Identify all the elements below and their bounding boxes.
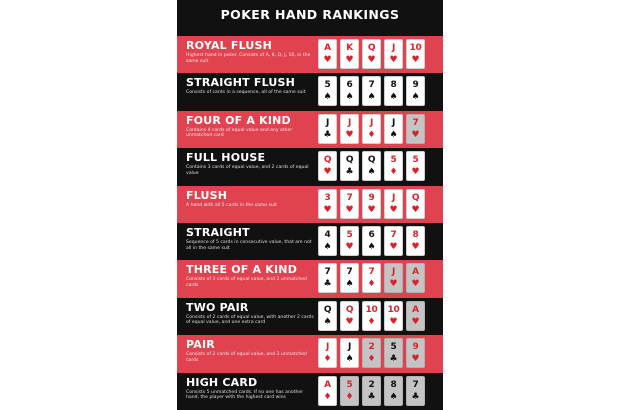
card-rank: A: [324, 379, 331, 390]
card-rank: 8: [390, 80, 397, 91]
heart-suit-icon: ♥: [323, 55, 332, 65]
card-rank: 10: [387, 304, 400, 315]
heart-suit-icon: ♥: [323, 204, 332, 215]
card-rank: 2: [368, 379, 375, 390]
card-group: [318, 338, 425, 369]
card-group: [318, 189, 425, 220]
playing-card: [318, 189, 337, 219]
playing-card: [384, 151, 403, 181]
card-rank: J: [369, 117, 374, 128]
playing-card: [340, 263, 359, 293]
hand-text: [186, 115, 316, 139]
playing-card: [384, 114, 403, 144]
card-rank: 5: [324, 80, 331, 91]
card-rank: A: [324, 43, 331, 53]
hand-text: [186, 77, 316, 96]
hand-text: [186, 264, 316, 288]
hand-row-royal-flush: [177, 36, 443, 73]
hand-name: STRAIGHT: [186, 225, 250, 239]
card-rank: 7: [412, 117, 419, 128]
playing-card: [340, 338, 359, 368]
card-rank: 9: [412, 80, 419, 91]
playing-card: [362, 301, 381, 331]
card-rank: A: [412, 304, 419, 315]
playing-card: [318, 301, 337, 331]
card-rank: Q: [323, 155, 332, 166]
card-rank: 7: [368, 267, 375, 278]
playing-card: [318, 114, 337, 144]
heart-suit-icon: ♥: [411, 204, 420, 215]
spade-suit-icon: ♠: [323, 316, 332, 327]
heart-suit-icon: ♥: [367, 204, 376, 215]
spade-suit-icon: ♠: [345, 92, 354, 103]
playing-card: [384, 39, 403, 69]
hand-text: [186, 152, 316, 176]
card-rank: 7: [346, 267, 353, 278]
card-rank: A: [412, 267, 419, 278]
hand-description: Contains 3 cards of equal value, and 2 cards of equal value: [186, 165, 309, 176]
spade-suit-icon: ♠: [367, 92, 376, 103]
playing-card: [340, 39, 359, 69]
heart-suit-icon: ♥: [345, 129, 354, 140]
card-rank: 5: [390, 155, 397, 166]
card-rank: J: [391, 117, 396, 128]
card-rank: 9: [412, 342, 419, 353]
spade-suit-icon: ♠: [345, 354, 354, 365]
card-rank: 8: [390, 379, 397, 390]
hand-row-three-of-a-kind: [177, 260, 443, 297]
card-rank: 10: [365, 304, 378, 315]
playing-card: [318, 226, 337, 256]
heart-suit-icon: ♥: [411, 354, 420, 365]
playing-card: [340, 76, 359, 106]
heart-suit-icon: ♥: [389, 279, 398, 290]
hand-text: [186, 40, 316, 64]
playing-card: [362, 226, 381, 256]
hand-name: PAIR: [186, 338, 215, 352]
playing-card: [406, 114, 425, 144]
heart-suit-icon: ♥: [367, 55, 376, 65]
hand-name: FOUR OF A KIND: [186, 113, 291, 127]
heart-suit-icon: ♥: [411, 241, 420, 252]
playing-card: [384, 76, 403, 106]
heart-suit-icon: ♥: [345, 316, 354, 327]
playing-card: [318, 151, 337, 181]
heart-suit-icon: ♥: [389, 316, 398, 327]
playing-card: [318, 338, 337, 368]
playing-card: [340, 151, 359, 181]
diamond-suit-icon: ♦: [389, 167, 398, 178]
playing-card: [340, 226, 359, 256]
card-group: [318, 226, 425, 257]
hand-name: THREE OF A KIND: [186, 263, 298, 277]
hand-name: ROYAL FLUSH: [186, 39, 273, 52]
card-rank: 7: [390, 229, 397, 240]
hand-text: [186, 377, 316, 401]
playing-card: [318, 76, 337, 106]
card-rank: Q: [345, 304, 354, 315]
card-rank: Q: [345, 155, 354, 166]
playing-card: [362, 263, 381, 293]
card-group: [318, 376, 425, 407]
playing-card: [340, 189, 359, 219]
hand-description: Consists of 3 cards of equal value, and 2 unmatched cards: [186, 277, 307, 288]
heart-suit-icon: ♥: [323, 167, 332, 178]
poker-rankings-poster: [177, 0, 443, 410]
hand-text: [186, 302, 316, 326]
spade-suit-icon: ♠: [323, 92, 332, 103]
club-suit-icon: ♣: [411, 391, 420, 402]
spade-suit-icon: ♠: [367, 167, 376, 178]
card-rank: 5: [346, 229, 353, 240]
card-rank: J: [347, 342, 352, 353]
card-rank: Q: [411, 192, 420, 203]
heart-suit-icon: ♥: [345, 55, 354, 65]
playing-card: [340, 376, 359, 406]
hand-description: Consists of 2 cards of equal value, with another 2 cards of equal value, and one extra card: [186, 314, 314, 326]
heart-suit-icon: ♥: [345, 241, 354, 252]
playing-card: [406, 226, 425, 256]
card-rank: J: [391, 267, 396, 278]
diamond-suit-icon: ♦: [367, 354, 376, 365]
card-rank: 2: [368, 342, 375, 353]
card-rank: 7: [412, 379, 419, 390]
playing-card: [406, 301, 425, 331]
hand-text: [186, 227, 316, 251]
playing-card: [406, 376, 425, 406]
heart-suit-icon: ♥: [389, 55, 398, 65]
spade-suit-icon: ♠: [345, 279, 354, 290]
playing-card: [362, 114, 381, 144]
heart-suit-icon: ♥: [411, 316, 420, 327]
hand-description: Consists of 2 cards of equal value, and 3 unmatched cards: [186, 352, 307, 363]
hand-description: A hand with all 5 cards in the same suit: [186, 202, 277, 208]
card-rank: 6: [346, 80, 353, 91]
playing-card: [384, 338, 403, 368]
diamond-suit-icon: ♦: [367, 129, 376, 140]
hand-name: FLUSH: [186, 188, 228, 202]
card-group: [318, 114, 425, 145]
playing-card: [362, 338, 381, 368]
club-suit-icon: ♣: [389, 354, 398, 365]
card-group: [318, 39, 425, 70]
card-rank: 7: [346, 192, 353, 203]
spade-suit-icon: ♠: [389, 92, 398, 103]
playing-card: [340, 114, 359, 144]
hand-description: Highest hand in poker. Consists of A, K, Q, J, 10, in the same suit: [186, 53, 311, 64]
spade-suit-icon: ♠: [411, 92, 420, 103]
card-rank: 7: [324, 267, 331, 278]
card-rank: 10: [409, 43, 422, 53]
heart-suit-icon: ♥: [411, 167, 420, 178]
playing-card: [384, 376, 403, 406]
card-rank: 7: [368, 80, 375, 91]
card-rank: K: [346, 43, 353, 53]
card-rank: J: [325, 342, 330, 353]
club-suit-icon: ♣: [323, 129, 332, 140]
hand-row-high-card: [177, 373, 443, 410]
card-group: [318, 301, 425, 332]
hand-row-straight: [177, 223, 443, 260]
playing-card: [362, 76, 381, 106]
playing-card: [384, 189, 403, 219]
diamond-suit-icon: ♦: [345, 391, 354, 402]
hand-row-pair: [177, 335, 443, 372]
playing-card: [406, 151, 425, 181]
spade-suit-icon: ♠: [367, 241, 376, 252]
diamond-suit-icon: ♦: [367, 316, 376, 327]
playing-card: [362, 39, 381, 69]
club-suit-icon: ♣: [345, 167, 354, 178]
playing-card: [406, 189, 425, 219]
hand-rankings-list: [177, 36, 443, 410]
card-rank: J: [347, 117, 352, 128]
playing-card: [384, 301, 403, 331]
spade-suit-icon: ♠: [323, 241, 332, 252]
card-rank: Q: [323, 304, 332, 315]
playing-card: [406, 76, 425, 106]
hand-name: STRAIGHT FLUSH: [186, 76, 296, 90]
card-rank: J: [325, 117, 330, 128]
card-rank: 9: [368, 192, 375, 203]
hand-name: HIGH CARD: [186, 375, 258, 389]
playing-card: [384, 226, 403, 256]
poster-title: POKER HAND RANKINGS: [220, 7, 400, 22]
card-rank: Q: [367, 155, 376, 166]
card-rank: J: [391, 43, 396, 53]
playing-card: [406, 39, 425, 69]
club-suit-icon: ♣: [323, 279, 332, 290]
card-rank: 6: [368, 229, 375, 240]
playing-card: [406, 338, 425, 368]
playing-card: [362, 376, 381, 406]
hand-name: FULL HOUSE: [186, 151, 266, 165]
playing-card: [362, 151, 381, 181]
diamond-suit-icon: ♦: [323, 354, 332, 365]
card-rank: 8: [412, 229, 419, 240]
playing-card: [362, 189, 381, 219]
hand-row-two-pair: [177, 298, 443, 335]
heart-suit-icon: ♥: [345, 204, 354, 215]
card-rank: 4: [324, 229, 331, 240]
card-group: [318, 151, 425, 182]
card-rank: 5: [390, 342, 397, 353]
playing-card: [406, 263, 425, 293]
diamond-suit-icon: ♦: [323, 391, 332, 402]
playing-card: [318, 376, 337, 406]
hand-description: Consists of cards in a sequence, all of the same suit: [186, 90, 306, 96]
hand-name: TWO PAIR: [186, 300, 249, 314]
hand-description: Contains 4 cards of equal value and any other unmatched card: [186, 127, 293, 139]
card-rank: 5: [412, 155, 419, 166]
spade-suit-icon: ♠: [389, 129, 398, 140]
hand-row-flush: [177, 186, 443, 223]
hand-row-straight-flush: [177, 73, 443, 110]
card-rank: Q: [367, 43, 376, 53]
hand-description: Sequence of 5 cards in consecutive value, that are not all in the same suit: [186, 239, 312, 251]
hand-text: [186, 190, 316, 209]
spade-suit-icon: ♠: [389, 391, 398, 402]
playing-card: [318, 263, 337, 293]
card-group: [318, 76, 425, 107]
card-rank: 5: [346, 379, 353, 390]
hand-text: [186, 339, 316, 363]
hand-description: Consists 5 unmatched cards. If no one has another hand, the player with the highest card wins: [186, 389, 304, 401]
hand-row-four-of-a-kind: [177, 111, 443, 148]
hand-row-full-house: [177, 148, 443, 185]
playing-card: [340, 301, 359, 331]
club-suit-icon: ♣: [367, 391, 376, 402]
playing-card: [384, 263, 403, 293]
heart-suit-icon: ♥: [411, 55, 420, 65]
card-rank: 3: [324, 192, 331, 203]
card-group: [318, 263, 425, 294]
diamond-suit-icon: ♦: [367, 279, 376, 290]
heart-suit-icon: ♥: [411, 129, 420, 140]
heart-suit-icon: ♥: [389, 204, 398, 215]
card-rank: J: [391, 192, 396, 203]
heart-suit-icon: ♥: [389, 241, 398, 252]
heart-suit-icon: ♥: [411, 279, 420, 290]
playing-card: [318, 39, 337, 69]
